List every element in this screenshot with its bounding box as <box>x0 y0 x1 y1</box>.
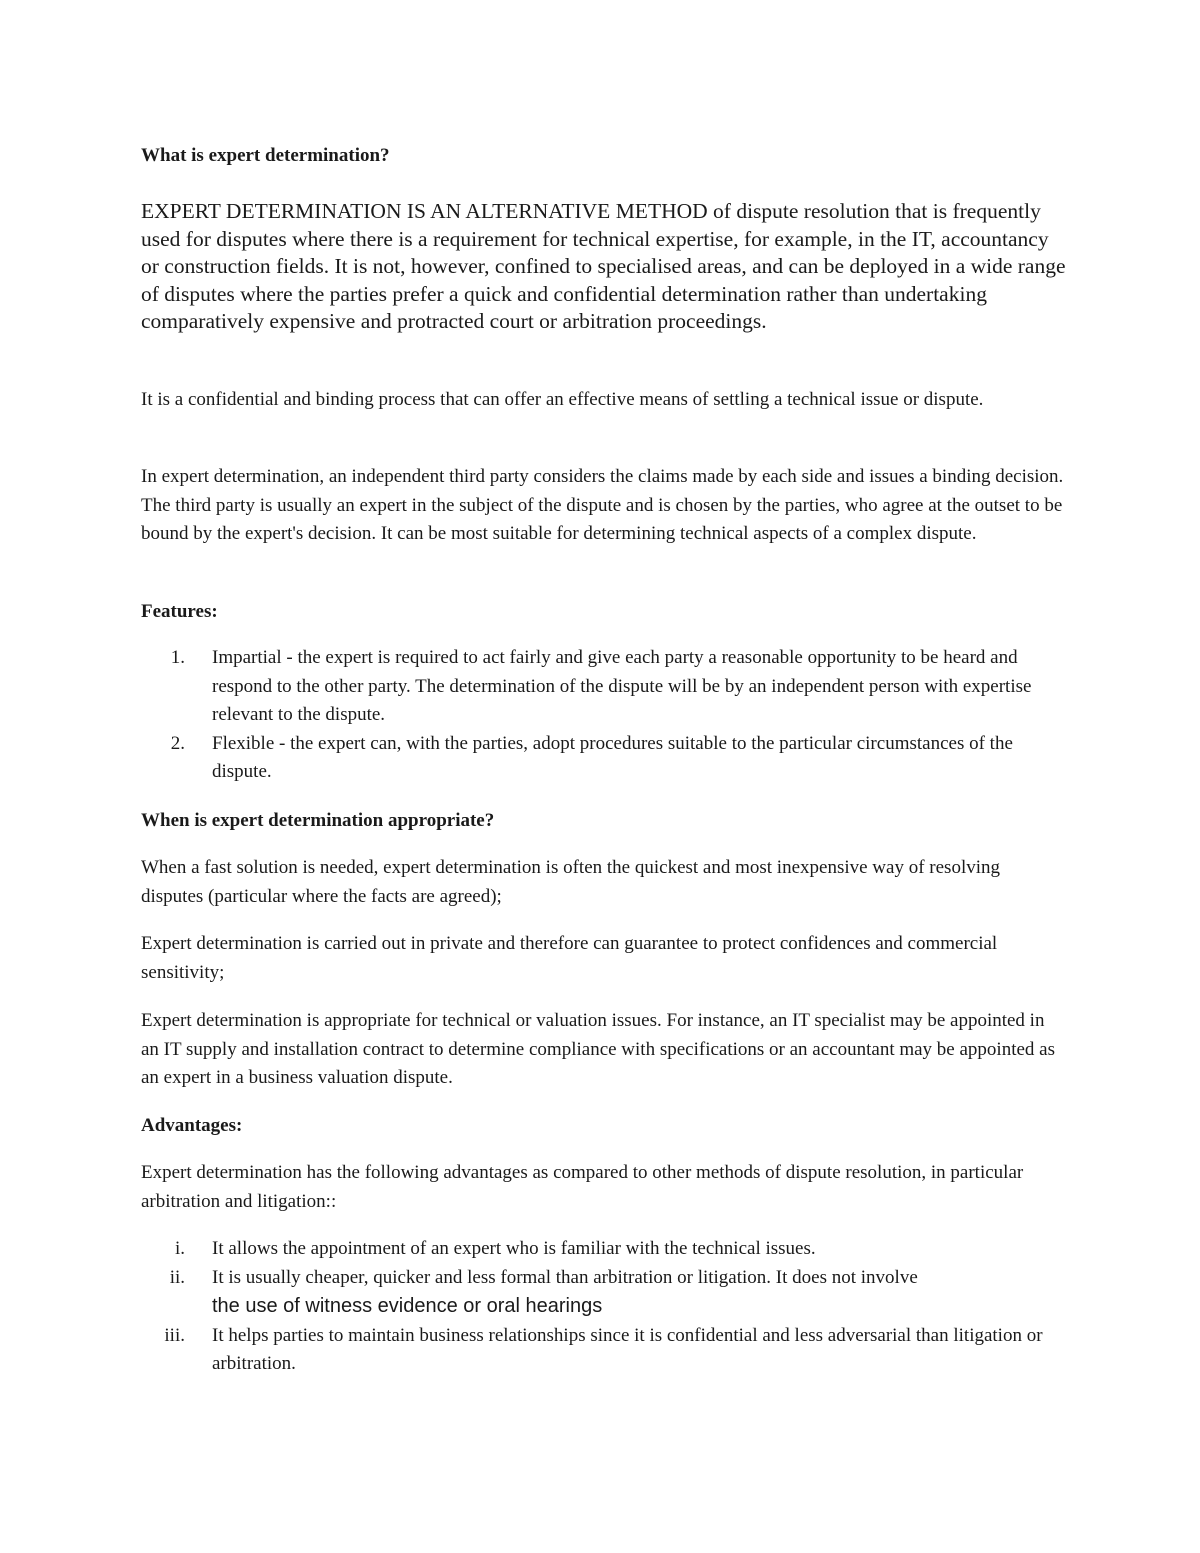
advantages-heading: Advantages: <box>141 1115 243 1136</box>
advantages-list <box>141 1235 1066 1379</box>
confidential-paragraph: It is a confidential and binding process that can offer an effective means of settling a technical issue or dispute. <box>141 389 984 410</box>
list-item-text: It helps parties to maintain business relationships since it is confidential and less adversarial than litigation or arbitration. <box>212 1324 1043 1374</box>
third-party-paragraph: In expert determination, an independent third party considers the claims made by each side and issues a binding decision. The third party is usually an expert in the subject of the dispute and is chosen by the parties, who agree at the outset to be bound by the expert's decision. It can be most suitable for determining technical aspects of a complex dispute. <box>141 466 1064 544</box>
advantages-intro: Expert determination has the following advantages as compared to other methods of dispute resolution, in particular arbitration and litigation:: <box>141 1162 1024 1212</box>
appropriate-paragraph-1: When a fast solution is needed, expert determination is often the quickest and most inexpensive way of resolving disputes (particular where the facts are agreed); <box>141 857 1000 907</box>
list-item-text: Flexible - the expert can, with the parties, adopt procedures suitable to the particular circumstances of the dispute. <box>212 732 1013 782</box>
list-item <box>141 1322 1066 1379</box>
list-item-text-tail: the use of witness evidence or oral hearings <box>212 1295 603 1317</box>
list-marker: ii. <box>169 1266 185 1288</box>
list-item <box>141 644 1066 730</box>
list-item-text: It allows the appointment of an expert who is familiar with the technical issues. <box>212 1238 816 1259</box>
list-item-text: Impartial - the expert is required to act fairly and give each party a reasonable opportunity to be heard and respond to the other party. The determination of the dispute will be by an independent person with expertise relevant to the dispute. <box>212 647 1032 725</box>
list-marker: i. <box>174 1238 185 1259</box>
features-list <box>141 644 1066 787</box>
intro-paragraph: EXPERT DETERMINATION IS AN ALTERNATIVE METHOD of dispute resolution that is frequently used for disputes where there is a requirement for technical expertise, for example, in the IT, accountancy or construction fields. It is not, however, confined to specialised areas, and can be deployed in a wide range of disputes where the parties prefer a quick and confidential determination rather than undertaking comparatively expensive and protracted court or arbitration proceedings. <box>141 199 1066 333</box>
list-item-text: It is usually cheaper, quicker and less formal than arbitration or litigation. It does not involve <box>212 1266 918 1288</box>
list-marker: 2. <box>170 732 185 754</box>
list-marker: iii. <box>164 1324 185 1346</box>
list-item <box>141 730 1066 787</box>
list-item <box>141 1264 1066 1322</box>
appropriate-heading: When is expert determination appropriate? <box>141 810 495 831</box>
list-item <box>141 1235 1066 1264</box>
appropriate-paragraph-3: Expert determination is appropriate for technical or valuation issues. For instance, an IT specialist may be appointed in an IT supply and installation contract to determine compliance with specifications or an accountant may be appointed as an expert in a business valuation dispute. <box>141 1010 1055 1088</box>
appropriate-paragraph-2: Expert determination is carried out in private and therefore can guarantee to protect confidences and commercial sensitivity; <box>141 933 998 983</box>
features-heading: Features: <box>141 601 218 622</box>
list-marker: 1. <box>170 647 185 668</box>
document-title: What is expert determination? <box>141 145 390 166</box>
